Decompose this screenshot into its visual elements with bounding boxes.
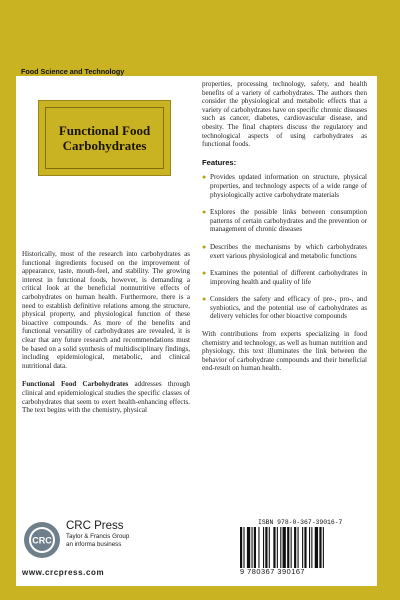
bullet-icon: ● <box>202 173 207 182</box>
series-label: Food Science and Technology <box>21 67 125 76</box>
feature-item <box>202 208 367 234</box>
barcode-bar <box>269 527 270 568</box>
barcode-bar <box>283 527 286 568</box>
publisher-url[interactable]: www.crcpress.com <box>22 568 105 577</box>
feature-item <box>202 243 367 260</box>
feature-item <box>202 295 367 321</box>
barcode-bar <box>315 527 318 568</box>
closing-paragraph: With contributions from experts specializing in food chemistry and technology, as well as human nutrition and physiology, this text illuminates the link between the behavior of carbohydrate compounds and their beneficial end-result on human health. <box>202 330 367 373</box>
book-title-inline: Functional Food Carbohydrates <box>22 380 129 389</box>
second-paragraph-text: addresses through clinical and epidemiological studies the specific classes of carbohydrates that seem to exert health-enhancing effects. The text begins with the chemistry, physical <box>22 380 190 415</box>
barcode-bar <box>304 527 306 568</box>
barcode-bar <box>240 527 242 568</box>
barcode-bar <box>287 527 289 568</box>
bullet-icon: ● <box>202 242 207 251</box>
barcode-bar <box>319 527 321 568</box>
bullet-icon: ● <box>202 269 207 278</box>
barcode-bar <box>247 527 250 568</box>
feature-text: Examines the potential of different carbohydrates in improving health and quality of life <box>210 269 367 286</box>
feature-text: Provides updated information on structure, physical properties, and technology aspects of a wide range of physiologically active carbohydrate materials <box>210 173 367 199</box>
second-paragraph <box>22 380 190 414</box>
left-column <box>22 250 190 425</box>
barcode-number: 9 780367 390167 <box>240 567 306 576</box>
bullet-icon: ● <box>202 208 207 217</box>
barcode-bar <box>309 527 310 568</box>
features-list <box>202 173 367 321</box>
feature-item <box>202 269 367 286</box>
bullet-icon: ● <box>202 295 207 304</box>
feature-text: Considers the safety and efficacy of pre-, pro-, and synbiotics, and the potential use of carbohydrates as delivery vehicles for other bioactive compounds <box>210 295 367 321</box>
title-box <box>38 100 171 176</box>
barcode-bar <box>302 527 303 568</box>
barcode-bar <box>254 527 256 568</box>
barcode-bar <box>263 527 264 568</box>
feature-item <box>202 173 367 199</box>
publisher-name: CRC Press <box>66 520 124 532</box>
title-line-1: Functional Food <box>58 123 151 138</box>
barcode-bar <box>280 527 281 568</box>
barcode-bar <box>243 527 244 568</box>
continued-paragraph: properties, processing technology, safety, and health benefits of a variety of carbohydrates. The authors then consider the physiological and metabolic effects that a variety of carbohydrates have on specific chronic diseases such as cancer, diabetes, cardiovascular disease, and obesity. The final chapters discuss the regulatory and technological aspects of using carbohydrates as functional foods. <box>202 80 367 149</box>
barcode-bar <box>311 527 312 568</box>
publisher-informa: an informa business <box>66 541 122 548</box>
barcode-bar <box>294 527 296 568</box>
barcode-bar <box>298 527 299 568</box>
right-column <box>202 80 367 383</box>
logo-text: CRC <box>32 535 52 546</box>
barcode-bar <box>273 527 275 568</box>
barcode-icon <box>238 527 362 568</box>
feature-text: Explores the possible links between consumption patterns of certain carbohydrates and the prevention or management of chronic diseases <box>210 208 367 234</box>
crc-logo-icon <box>22 520 62 560</box>
intro-paragraph: Historically, most of the research into carbohydrates as functional ingredients focused on the improvement of appearance, taste, mouth-feel, and stability. The growing interest in functional foods, however, is demanding a critical look at the beneficial nonnutritive effects of carbohydrates on human health. Furthermore, there is a need to establish definitive relations among the structure, physical property, and physiological function of these bioactive compounds. As more of the benefits and functional versatility of carbohydrates are revealed, it is clear that any future research and recommendations must be based on a solid synthesis of multidisciplinary findings, including epidemiological, metabolic, and clinical nutritional data. <box>22 250 190 370</box>
publisher-block <box>66 520 129 549</box>
barcode-bar <box>252 527 253 568</box>
publisher-group: Taylor & Francis Group <box>66 533 130 540</box>
features-heading: Features: <box>202 157 237 167</box>
barcode-bar <box>265 527 267 568</box>
barcode-bar <box>277 527 278 568</box>
feature-text: Describes the mechanisms by which carbohydrates exert various physiological and metabolic functions <box>210 242 367 260</box>
barcode-bar <box>291 527 292 568</box>
barcode-bar <box>258 527 259 568</box>
isbn-label: ISBN 978-0-367-39016-7 <box>258 519 343 526</box>
barcode-bar <box>323 527 324 568</box>
title-line-2: Carbohydrates <box>62 138 147 153</box>
title-frame <box>45 107 164 169</box>
